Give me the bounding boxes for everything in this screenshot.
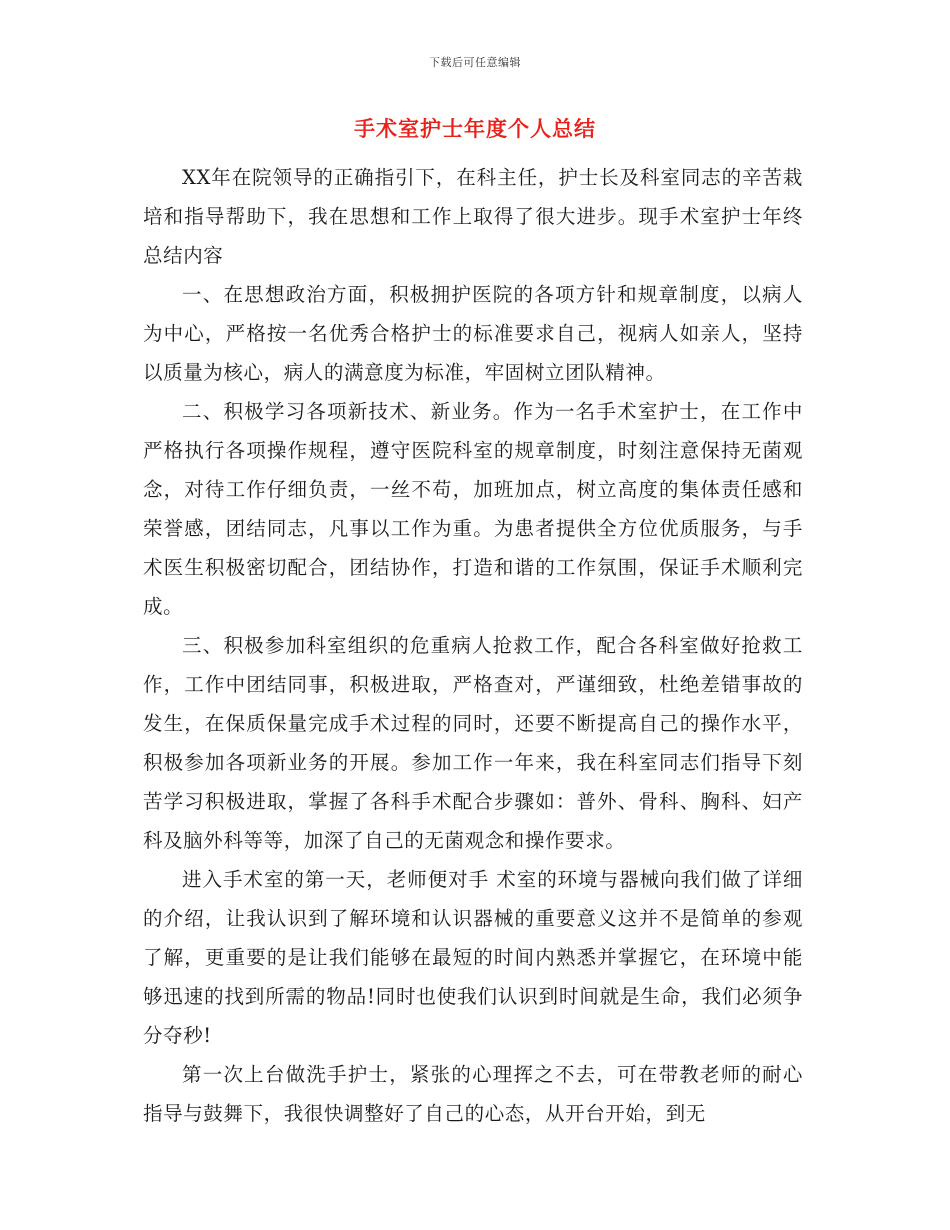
paragraph-first-surgery: 第一次上台做洗手护士，紧张的心理挥之不去，可在带教老师的耐心指导与鼓舞下，我很快调整好了自己的心态，从开台开始，到无 (143, 1063, 803, 1125)
document-title: 手术室护士年度个人总结 (354, 116, 596, 141)
paragraph-section-3: 三、积极参加科室组织的危重病人抢救工作，配合各科室做好抢救工作，工作中团结同事，积极进取，严格查对，严谨细致，杜绝差错事故的发生，在保质保量完成手术过程的同时，还要不断提高自己的操作水平，积极参加各项新业务的开展。参加工作一年来，我在科室同志们指导下刻苦学习积极进取，掌握了各科手术配合步骤如：普外、骨科、胸科、妇产科及脑外科等等，加深了自己的无菌观念和操作要求。 (143, 634, 803, 852)
paragraph-first-day: 进入手术室的第一天，老师便对手 术室的环境与器械向我们做了详细的介绍，让我认识到了解环境和认识器械的重要意义这并不是简单的参观了解，更重要的是让我们能够在最短的时间内熟悉并掌握它，在环境中能够迅速的找到所需的物品!同时也使我们认识到时间就是生命，我们必须争分夺秒! (143, 868, 803, 1047)
paragraph-intro: XX年在院领导的正确指引下，在科主任，护士长及科室同志的辛苦栽培和指导帮助下，我在思想和工作上取得了很大进步。现手术室护士年终总结内容 (143, 166, 803, 267)
page-header: 下载后可任意编辑 (429, 56, 521, 69)
paragraph-section-2: 二、积极学习各项新技术、新业务。作为一名手术室护士，在工作中严格执行各项操作规程，遵守医院科室的规章制度，时刻注意保持无菌观念，对待工作仔细负责，一丝不苟，加班加点，树立高度的集体责任感和荣誉感，团结同志，凡事以工作为重。为患者提供全方位优质服务，与手术医生积极密切配合，团结协作，打造和谐的工作氛围，保证手术顺利完成。 (143, 400, 803, 618)
paragraph-section-1: 一、在思想政治方面，积极拥护医院的各项方针和规章制度，以病人为中心，严格按一名优秀合格护士的标准要求自己，视病人如亲人，坚持以质量为核心，病人的满意度为标准，牢固树立团队精神。 (143, 283, 803, 384)
document-body (143, 158, 803, 1133)
